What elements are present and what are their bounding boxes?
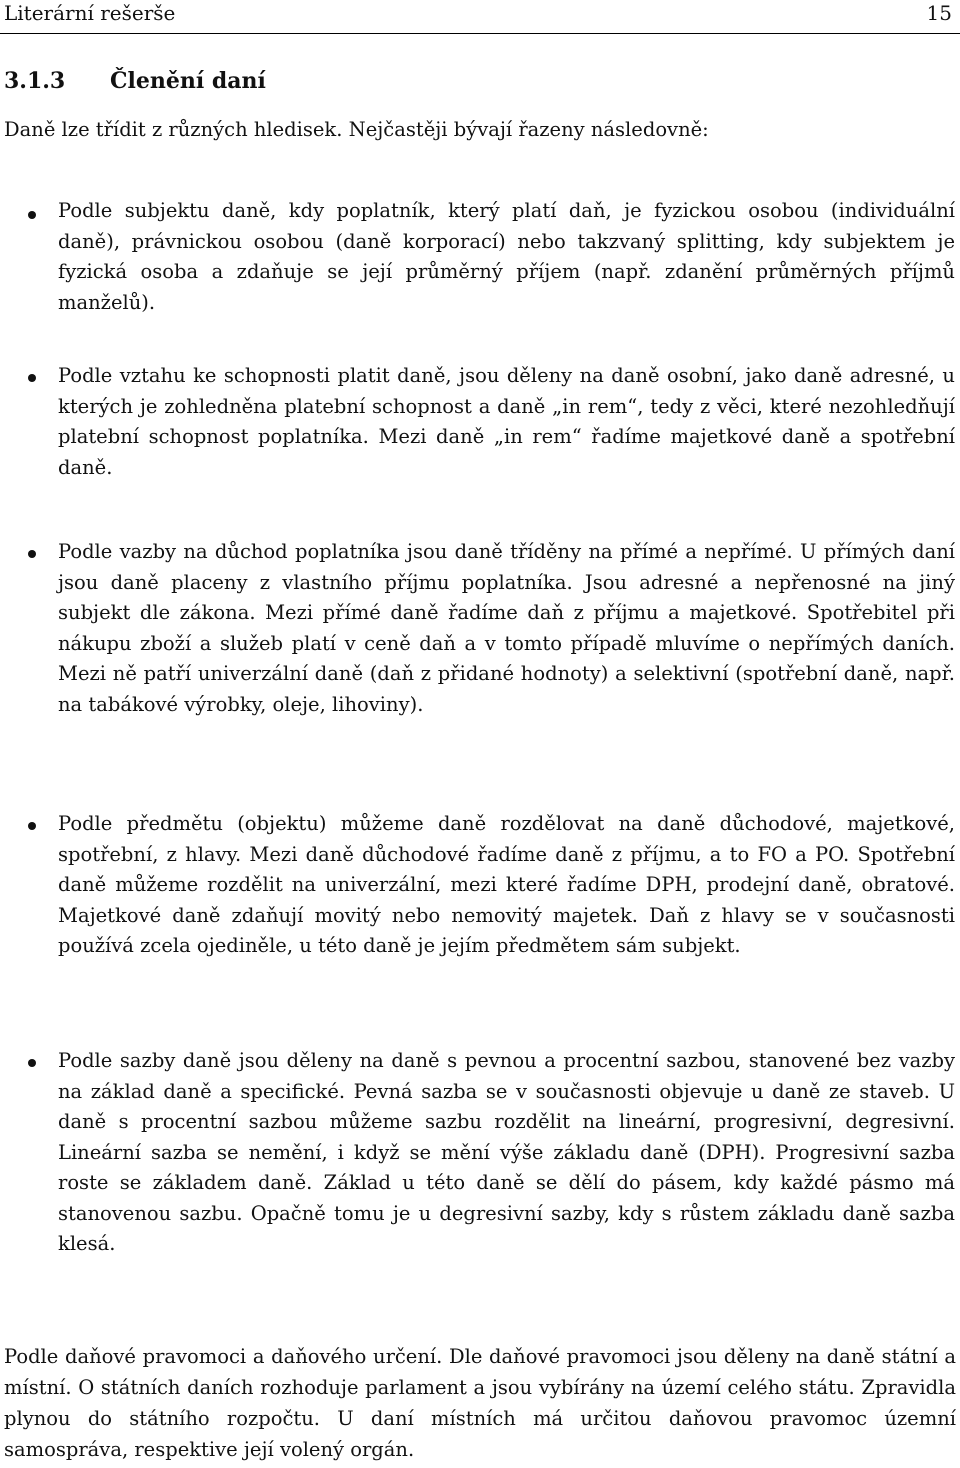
bullet-icon (28, 374, 36, 382)
bullet-icon (28, 822, 36, 830)
section-title: Členění daní (110, 68, 266, 94)
closing-paragraph: Podle daňové pravomoci a daňového určení. Dle daňové pravomoci jsou děleny na daně státní a místní. O státních daních rozhoduje parlament a jsou vybírány na území celého státu. Zpravidla plynou do státního rozpočtu. U daní místních má určitou daňovou pravomoc územní samospráva, respektive její volený orgán. (4, 1345, 956, 1461)
list-item: Podle předmětu (objektu) můžeme daně rozdělovat na daně důchodové, majetkové, spotřební, z hlavy. Mezi daně důchodové řadíme daně z příjmu, a to FO a PO. Spotřební daně můžeme rozdělit na univerzální, mezi které řadíme DPH, prodejní daně, obratové. Majetkové daně zdaňují movitý nebo nemovitý majetek. Daň z hlavy se v současnosti používá zcela ojediněle, u této daně je jejím předmětem sám subjekt. (58, 812, 955, 957)
list-item: Podle sazby daně jsou děleny na daně s pevnou a procentní sazbou, stanovené bez vazby na základ daně a specifické. Pevná sazba se v současnosti objevuje u daně ze staveb. U daně s procentní sazbou můžeme sazbu rozdělit na lineární, progresivní, degresivní. Lineární sazba se nemění, i když se mění výše základu daně (DPH). Progresivní sazba roste se základem daně. Základ u této daně se dělí do pásem, kdy každé pásmo má stanovenou sazbu. Opačně tomu je u degresivní sazby, kdy s růstem základu daně sazba klesá. (58, 1049, 955, 1255)
section-number: 3.1.3 (4, 68, 66, 94)
list-item: Podle vazby na důchod poplatníka jsou daně tříděny na přímé a nepřímé. U přímých daní jsou daně placeny z vlastního příjmu poplatníka. Jsou adresné a nepřenosné na jiný subjekt dle zákona. Mezi přímé daně řadíme daň z příjmu a majetkové. Spotřebitel při nákupu zboží a služeb platí v ceně daň a v tomto případě mluvíme o nepřímých daních. Mezi ně patří univerzální daně (daň z přidané hodnoty) a selektivní (spotřební daně, např. na tabákové výrobky, oleje, lihoviny). (58, 540, 955, 716)
bullet-icon (28, 550, 36, 558)
running-header (0, 0, 960, 34)
list-item: Podle vztahu ke schopnosti platit daně, jsou děleny na daně osobní, jako daně adresné, u kterých je zohledněna platební schopnost a daně „in rem“, tedy z věci, které nezohledňují platební schopnost poplatníka. Mezi daně „in rem“ řadíme majetkové daně a spotřební daně. (58, 364, 955, 479)
chapter-title: Literární rešerše (4, 1, 176, 25)
list-item: Podle subjektu daně, kdy poplatník, který platí daň, je fyzickou osobou (individuální daně), právnickou osobou (daně korporací) nebo takzvaný splitting, kdy subjektem je fyzická osoba a zdaňuje se její průměrný příjem (např. zdanění průměrných příjmů manželů). (58, 199, 955, 314)
page-number: 15 (926, 1, 952, 25)
bullet-icon (28, 1059, 36, 1067)
bullet-icon (28, 211, 36, 219)
intro-paragraph: Daně lze třídit z různých hledisek. Nejčastěji bývají řazeny následovně: (4, 118, 709, 141)
section-heading (4, 66, 266, 96)
